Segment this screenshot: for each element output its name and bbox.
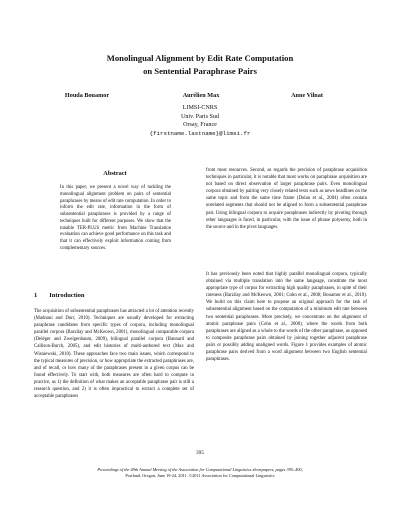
left-column	[34, 308, 194, 400]
affiliation-line: Orsay, France	[183, 122, 217, 129]
affiliation-line: Univ. Paris Sud	[180, 113, 220, 120]
abstract-heading: Abstract	[103, 170, 127, 177]
page-number: 395	[196, 450, 204, 456]
affiliation-line: LIMSI-CNRS	[182, 105, 218, 111]
footer-location: Portland, Oregon, June 19-24, 2011. ©2011 Association for Computational Linguistics	[125, 473, 275, 479]
affiliation-block	[0, 104, 400, 138]
section-number: 1	[34, 292, 38, 299]
right-column-bottom	[206, 271, 367, 363]
body-paragraph: It has previously been noted that highly parallel monolingual corpora, typically obtained via multiple translation into the same language, constitute the most appropriate type of corpus for extracting high quality paraphrases, in spite of their rareness (Barzilay and McKeown, 2001; Cohn et al., 2008; Bouamor et al., 2010). We build on this claim here to propose an original approach for the task of subsentential alignment based on the computation of a minimum edit rate between two sentential paraphrases. More precisely, we concentrate on the alignment of atomic paraphrase pairs (Cohn et al., 2008), where the words from both paraphrases are aligned as a whole to the words of the other paraphrase, as opposed to composite paraphrase pairs obtained by joining together adjacent paraphrase pairs or possibly adding unaligned words. Figure 1 provides examples of atomic paraphrase pairs derived from a word alignment between two English sentential paraphrases.	[206, 272, 367, 363]
abstract-body	[60, 185, 171, 253]
author-name: Aurélien Max	[182, 92, 220, 99]
author-email: {firstname.lastname}@limsi.fr	[149, 129, 251, 137]
proceedings-footer	[0, 467, 400, 479]
title-line-2: on Sentential Paraphrase Pairs	[143, 65, 257, 76]
body-paragraph: from most resources. Second, as regards the precision of paraphrase acquisition techniques in particular, it is notable that most works on paraphrase acquisition are not based on direct observation of larger paraphrase pairs. Even monolingual corpora obtained by pairing very closely related texts such as news headlines on the same topic and from the same time frame (Dolan et al., 2004) often contain unrelated segments that should not be aligned to form a subsentential paraphrase pair. Using bilingual corpora to acquire paraphrases indirectly by pivoting through other languages is faced, in particular, with the issue of phrase polysemy, both in the source and in the pivot languages.	[206, 168, 367, 230]
right-column-top	[206, 167, 367, 231]
body-paragraph: The acquisition of subsentential paraphrases has attracted a lot of attention recently (Madnani and Dorr, 2010). Techniques are usually developed for extracting paraphrase candidates from specific types of corpora, including monolingual parallel corpora (Barzilay and McKeown, 2001), monolingual comparable corpora (Deléger and Zweigenbaum, 2009), bilingual parallel corpora (Bannard and Callison-Burch, 2005), and edit histories of multi-authored text (Max and Wisniewski, 2010). These approaches face two main issues, which correspond to the typical measures of precision, or how appropriate the extracted paraphrases are, and of recall, or how many of the paraphrases present in a given corpus can be found effectively. To start with, both measures are often hard to compute in practice, as 1) the definition of what makes an acceptable paraphrase pair is still a research question, and 2) it is often impractical to extract a complete set of acceptable paraphrases	[34, 309, 194, 400]
section-heading	[34, 292, 85, 299]
section-title: Introduction	[49, 292, 85, 299]
paper-title	[0, 52, 400, 77]
author-name: Anne Vilnat	[291, 92, 323, 99]
footer-venue: Proceedings of the 49th Annual Meeting of the Association for Computational Linguistics:shortpapers, pages 395–400,	[97, 467, 303, 472]
author-name: Houda Bouamor	[64, 92, 110, 99]
abstract-text: In this paper, we present a novel way of tackling the monolingual alignment problem on pairs of sentential paraphrases by means of edit rate computation. In order to inform the edit rate, information in the form of subsentential paraphrases is provided by a range of techniques built for different purposes. We show that the tunable TER-PLUS metric from Machine Translation evaluation can achieve good performance on this task and that it can effectively exploit information coming from complementary sources.	[60, 185, 171, 251]
title-line-1: Monolingual Alignment by Edit Rate Computation	[106, 53, 294, 63]
